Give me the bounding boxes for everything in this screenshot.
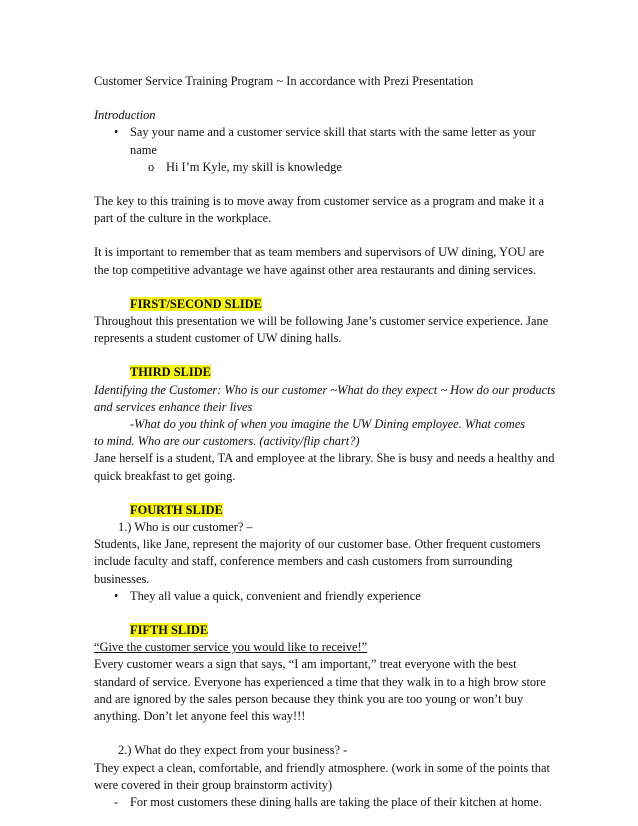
slide5-paragraph-2: They expect a clean, comfortable, and friendly atmosphere. (work in some of the points that were covered in their group brainstorm activity)	[94, 760, 550, 792]
slide5-numbered-item	[94, 742, 556, 759]
slide5-quote: “Give the customer service you would like to receive!”	[94, 640, 368, 655]
slide-label-third: THIRD SLIDE	[130, 365, 211, 380]
intro-bullet-text: Say your name and a customer service skill that starts with the same letter as your name	[130, 125, 536, 157]
sub-bullet-marker: o	[148, 159, 155, 174]
bullet-marker: •	[114, 125, 119, 140]
slide5-dash-text: For most customers these dining halls are taking the place of their kitchen at home.	[130, 794, 542, 809]
document-title: Customer Service Training Program ~ In accordance with Prezi Presentation	[94, 74, 474, 88]
slide-label-first-second: FIRST/SECOND SLIDE	[130, 296, 262, 311]
dash-marker: -	[114, 794, 119, 809]
slide5-dash-item	[94, 794, 556, 811]
slide3-italic-lead: Identifying the Customer: Who is our customer ~What do they expect ~ How do our products and services enhance their lives	[94, 382, 556, 414]
important-paragraph: It is important to remember that as team members and supervisors of UW dining, YOU are the top competitive advantage we have against other area restaurants and dining services.	[94, 245, 545, 277]
slide4-bullet-text: They all value a quick, convenient and friendly experience	[130, 588, 421, 603]
key-paragraph: The key to this training is to move away from customer service as a program and make it a part of the culture in the workplace.	[94, 194, 545, 226]
numbered-marker: 2.)	[118, 743, 132, 758]
slide-label-fifth: FIFTH SLIDE	[130, 623, 209, 638]
document-body	[94, 73, 556, 811]
slide4-bullet	[94, 588, 556, 605]
intro-heading: Introduction	[94, 108, 156, 123]
slide4-question: Who is our customer? –	[134, 520, 253, 535]
bullet-marker: •	[114, 588, 119, 603]
slide4-numbered-item	[94, 519, 556, 536]
intro-bullet	[94, 124, 556, 158]
slide3-paragraph: Jane herself is a student, TA and employee at the library. She is busy and needs a healthy and quick breakfast to get going.	[94, 451, 555, 483]
slide3-italic-question-line1: -What do you think of when you imagine the UW Dining employee. What comes	[130, 417, 526, 432]
intro-sub-bullet	[94, 159, 556, 176]
slide4-paragraph: Students, like Jane, represent the majority of our customer base. Other frequent customers include faculty and staff, conference members and cash customers from surrounding businesses.	[94, 537, 541, 586]
slide5-question: What do they expect from your business? -	[134, 743, 348, 758]
intro-sub-bullet-text: Hi I’m Kyle, my skill is knowledge	[166, 159, 342, 174]
slide-label-fourth: FOURTH SLIDE	[130, 502, 223, 517]
slide3-italic-question-line2: to mind. Who are our customers. (activity/flip chart?)	[94, 434, 360, 449]
slide1-paragraph: Throughout this presentation we will be following Jane’s customer service experience. Jane represents a student customer of UW dining halls.	[94, 314, 549, 346]
numbered-marker: 1.)	[118, 520, 132, 535]
slide5-paragraph: Every customer wears a sign that says, “I am important,” treat everyone with the best standard of service. Everyone has experienced a time that they walk in to a high brow store and are ignored by the sales person because they think you are too young or won’t buy anything. Don’t let anyone feel this way!!!	[94, 657, 546, 724]
